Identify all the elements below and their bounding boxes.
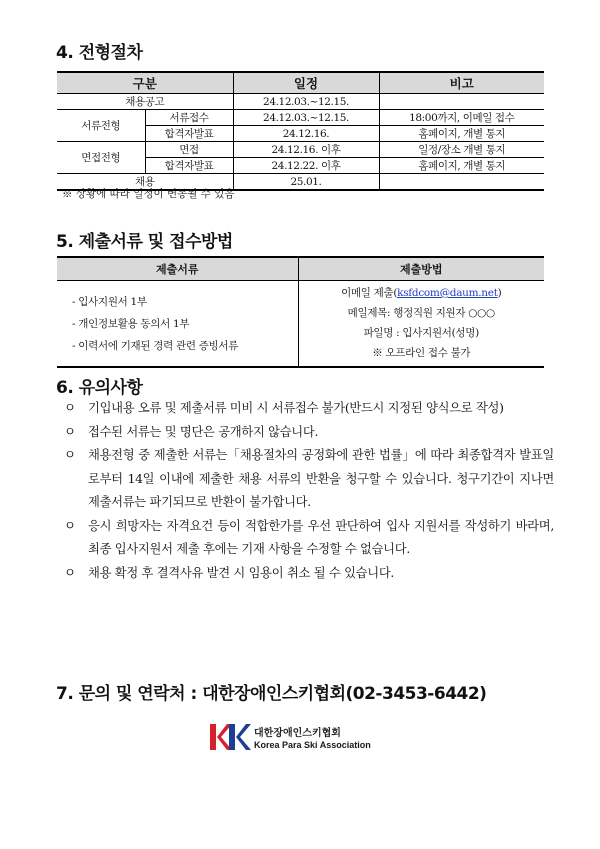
date-cell: 24.12.03.~12.15.	[233, 94, 379, 110]
documents-row	[57, 281, 544, 368]
date-cell: 24.12.16. 이후	[233, 142, 379, 158]
list-item	[64, 444, 554, 515]
list-item	[64, 397, 554, 421]
date-cell: 24.12.03.~12.15.	[233, 110, 379, 126]
association-name	[254, 724, 371, 750]
substage-cell: 서류접수	[145, 110, 233, 126]
header-method: 제출방법	[298, 257, 544, 281]
note-cell	[379, 174, 544, 191]
bullet-icon: ㅇ	[64, 565, 76, 580]
bullet-icon: ㅇ	[64, 401, 76, 415]
association-name-korean: 대한장애인스키협회	[254, 728, 341, 739]
list-item	[64, 421, 554, 445]
note-cell: 홈페이지, 개별 통지	[379, 126, 544, 142]
date-cell: 24.12.22. 이후	[233, 158, 379, 174]
header-documents: 제출서류	[57, 257, 298, 281]
email-suffix: )	[497, 287, 502, 299]
stage-cell: 면접전형	[57, 142, 145, 174]
section-title-procedure: 4. 전형절차	[56, 43, 143, 63]
email-link[interactable]: ksfdcom@daum.net	[397, 287, 498, 299]
bullet-icon: ㅇ	[64, 518, 76, 533]
file-name-line: 파일명 : 입사지원서(성명)	[363, 327, 479, 339]
note-cell: 홈페이지, 개별 통지	[379, 158, 544, 174]
offline-notice: ※ 오프라인 접수 불가	[372, 347, 471, 359]
section-title-notes: 6. 유의사항	[56, 378, 143, 398]
list-item: - 입사지원서 1부	[72, 296, 147, 308]
schedule-table	[57, 71, 544, 191]
list-item	[64, 562, 554, 586]
schedule-header-row	[57, 72, 544, 94]
bullet-icon: ㅇ	[64, 424, 76, 439]
schedule-footnote: ※ 상황에 따라 일정이 변동될 수 있음	[62, 188, 235, 200]
note-text: 채용전형 중 제출한 서류는「채용절차의 공정화에 관한 법률」에 따라 최종합격자 발표일로부터 14일 이내에 제출한 채용 서류의 반환을 청구할 수 있습니다. 청구기간이 지나면 제출서류는 파기되므로 반환이 불가합니다.	[88, 448, 554, 509]
substage-cell: 합격자발표	[145, 126, 233, 142]
note-cell: 18:00까지, 이메일 접수	[379, 110, 544, 126]
email-line	[300, 285, 544, 300]
stage-cell: 서류전형	[57, 110, 145, 142]
note-text: 채용 확정 후 결격사유 발견 시 임용이 취소 될 수 있습니다.	[88, 565, 395, 580]
header-schedule: 일정	[233, 72, 379, 94]
stage-cell: 채용공고	[57, 94, 233, 110]
list-item: - 개인정보활용 동의서 1부	[72, 318, 190, 330]
date-cell: 25.01.	[233, 174, 379, 191]
header-remarks: 비고	[379, 72, 544, 94]
association-name-english: Korea Para Ski Association	[254, 740, 371, 750]
documents-table	[57, 256, 544, 368]
list-item	[64, 515, 554, 562]
section-title-contact: 7. 문의 및 연락처 : 대한장애인스키협회(02-3453-6442)	[56, 684, 487, 704]
documents-list	[57, 281, 298, 368]
list-item: - 이력서에 기재된 경력 관련 증빙서류	[72, 340, 239, 352]
submission-method	[298, 281, 544, 368]
note-text: 응시 희망자는 자격요건 등이 적합한가를 우선 판단하여 입사 지원서를 작성하기 바라며, 최종 입사지원서 제출 후에는 기재 사항을 수정할 수 없습니다.	[88, 518, 554, 556]
note-text: 접수된 서류는 및 명단은 공개하지 않습니다.	[88, 424, 319, 439]
mail-subject-line: 메일제목: 행정직원 지원자 ○○○	[347, 307, 495, 319]
notes-list	[64, 397, 554, 585]
documents-header-row	[57, 257, 544, 281]
stage-cell: 채용	[57, 174, 233, 191]
email-prefix: 이메일 제출(	[341, 287, 398, 299]
note-cell: 일정/장소 개별 통지	[379, 142, 544, 158]
substage-cell: 면접	[145, 142, 233, 158]
association-logo-icon	[207, 722, 251, 752]
table-row	[57, 110, 544, 126]
note-cell	[379, 94, 544, 110]
note-text: 기입내용 오류 및 제출서류 미비 시 서류접수 불가(반드시 지정된 양식으로 작성)	[88, 401, 504, 415]
substage-cell: 합격자발표	[145, 158, 233, 174]
table-row	[57, 142, 544, 158]
date-cell: 24.12.16.	[233, 126, 379, 142]
bullet-icon: ㅇ	[64, 448, 76, 462]
section-title-documents: 5. 제출서류 및 접수방법	[56, 232, 233, 252]
table-row	[57, 94, 544, 110]
header-category: 구분	[57, 72, 233, 94]
